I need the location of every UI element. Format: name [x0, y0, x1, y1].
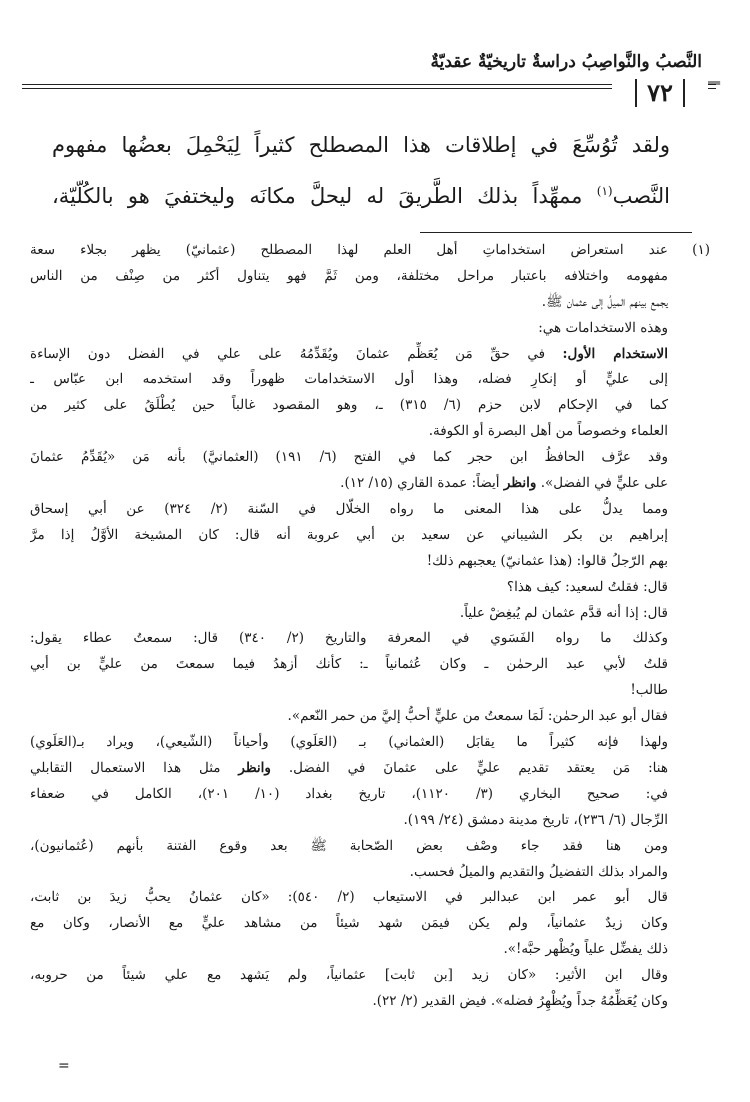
footnote-line: قال: فقلتُ لسعيد: كيف هذا؟	[506, 578, 668, 595]
footnote-line: ولهذا فإنه كثيراً ما يقابَل (العثماني) بـ (العَلَوي) وأحياناً (الشّيعي)، ويراد بـ(العَلَوي)	[30, 734, 668, 751]
footnote-line: والمراد بذلك التفضيلُ والتقديم والميلُ فحسب.	[409, 863, 668, 880]
page-number: ٧٢	[635, 79, 685, 107]
footnote-line: وقال ابن الأثير: «كان زيد [بن ثابت] عثمانياً، ولم يَشهد مع علي شيئاً من حروبه،	[30, 967, 668, 984]
footnote-line: وهذه الاستخدامات هي:	[538, 319, 668, 336]
footnote-line: مفهومه واختلافه باعتبار مراحل مختلفة، ومن ثَمَّ فهو يتناول أكثر من صِنْف من الناس	[30, 267, 668, 284]
main-line-2-word: النَّصب	[612, 184, 670, 208]
footnote-line: العلماء وخصوصاً من أهل البصرة أو الكوفة.	[428, 423, 668, 440]
footnote-line: قال أبو عمر ابن عبدالبر في الاستيعاب (٢/ ٥٤٠): «كان عثمانُ يحبُّ زيدَ بن ثابت،	[30, 889, 669, 906]
footnote-line: ومما يدلُّ على هذا المعنى ما رواه الخلّال في السّنة (٢/ ٣٢٤) عن أبي إسحاق	[30, 500, 668, 517]
first-use-heading: الاستخدام الأول:	[562, 345, 668, 362]
footnote-line: إلى عليٍّ أو إنكارِ فضله، وهذا أول الاستخدامات ظهوراً وقد استخدمه ابن عبّاس ـ	[30, 371, 668, 388]
see-also-label: وانظر	[503, 475, 537, 492]
continuation-mark: =	[58, 1058, 70, 1074]
footnote-line: يجمع بينهم الميلُ إلى عثمان ﷺ.	[541, 293, 668, 310]
footnote-line: هنا: مَن يعتقد تقديم عليٍّ على عثمانَ في الفضل. وانظر مثل هذا الاستعمال التقابلي	[30, 759, 668, 776]
footnote-line: ذلك يفضِّل علياً ويُظْهر حبَّه!».	[503, 941, 668, 958]
footnote-divider	[420, 232, 692, 233]
footnote-line: في: صحيح البخاري (٣/ ١١٢٠)، تاريخ بغداد (١٠/ ٢٠١)، الكامل في ضعفاء	[30, 785, 669, 802]
footnote-line: الاستخدام الأول: في حقِّ مَن يُعَظِّم عثمانَ ويُقَدِّمُهُ على علي في الفضل دون الإساءة	[30, 345, 668, 362]
footnote-line: طالب!	[630, 682, 668, 699]
footnote-line: على عليٍّ في الفضل». وانظر أيضاً: عمدة القاري (١٥/ ١٢).	[340, 475, 668, 492]
footnote-line: وكان زيدٌ عثمانياً، ولم يكن فيمَن شهد شيئاً من مشاهد عليٍّ مع الأنصار، وكان مع	[30, 915, 668, 932]
main-line-2-rest: ممهِّداً بذلك الطَّريقَ له ليحلَّ مكانَه وليختفيَ هو بالكُلّيّة،	[52, 184, 597, 208]
footnote-line: قال: إذا أنه قدَّم عثمان لم يُبغِضْ علياً.	[459, 604, 668, 621]
footnote-line: إبراهيم بن بكر الشيباني عن سعيد بن أبي عروبة أنه قال: كان المشيخة الأوَّلُ إذا مرَّ	[30, 526, 668, 543]
main-line-1: ولقد تُوُسِّعَ في إطلاقات هذا المصطلح كثيراً لِيَحْمِلَ بعضُها مفهوم	[52, 133, 670, 157]
footnote-reference[interactable]: (١)	[596, 184, 613, 198]
footnote-line: فقال أبو عبد الرحمٰن: لَمَا سمعتُ من عليٍّ أحبُّ إليَّ من حمر النّعم».	[287, 708, 668, 725]
see-label: وانظر	[238, 759, 271, 776]
page-number-box	[612, 78, 708, 108]
page-header	[22, 48, 716, 108]
footnote-line: ومن هنا فقد جاء وصْف بعض الصّحابة ﷺ بعد وقوع الفتنة بأنهم (عُثمانيون)،	[30, 837, 668, 854]
footnote-line: كما في الإحكام لابن حزم (٦/ ٣١٥) ـ، وهو المقصود غالباً حين يُطْلَقُ على كثير من	[30, 397, 668, 414]
footnote-line: بهم الرّجلُ قالوا: (هذا عثمانيّ) يعجبهم ذلك!	[426, 552, 668, 569]
footnote-section	[30, 238, 710, 1015]
footnote-line: الرِّجال (٦/ ٢٣٦)، تاريخ مدينة دمشق (٢٤/ ١٩٩).	[403, 811, 668, 828]
footnote-line: وكذلك ما رواه الفَسَوي في المعرفة والتاريخ (٢/ ٣٤٠) قال: سمعتُ عطاء يقول:	[30, 630, 669, 647]
footnote-marker: (١)	[692, 242, 710, 258]
footnote-line: وكان يُعَظِّمُهُ جداً ويُظْهِرُ فضله». فيض القدير (٢/ ٢٢).	[372, 993, 668, 1010]
footnote-line: قلتُ لأبي عبد الرحمٰن ـ وكان عُثمانياً ـ: كأنك أزهدُ فيما سمعتَ من عليٍّ بن أبي	[30, 656, 668, 673]
main-paragraph	[52, 122, 670, 219]
footnote-line: (١)عند استعراض استخداماتِ أهل العلم لهذا المصطلح (عثمانيّ) يظهر بجلاء سعة	[30, 238, 710, 264]
ornament-icon: ══	[707, 76, 718, 90]
main-line-2	[52, 168, 670, 219]
footnote-line: وقد عرَّف الحافظُ ابن حجر كما في الفتح (٦/ ١٩١) (العثمانيَّ) بأنه مَن «يُقَدِّمُ عثمانَ	[30, 449, 669, 466]
running-title: النَّصبُ والنَّواصِبُ دراسةٌ تاريخيّةٌ عقديّةٌ	[430, 52, 702, 72]
